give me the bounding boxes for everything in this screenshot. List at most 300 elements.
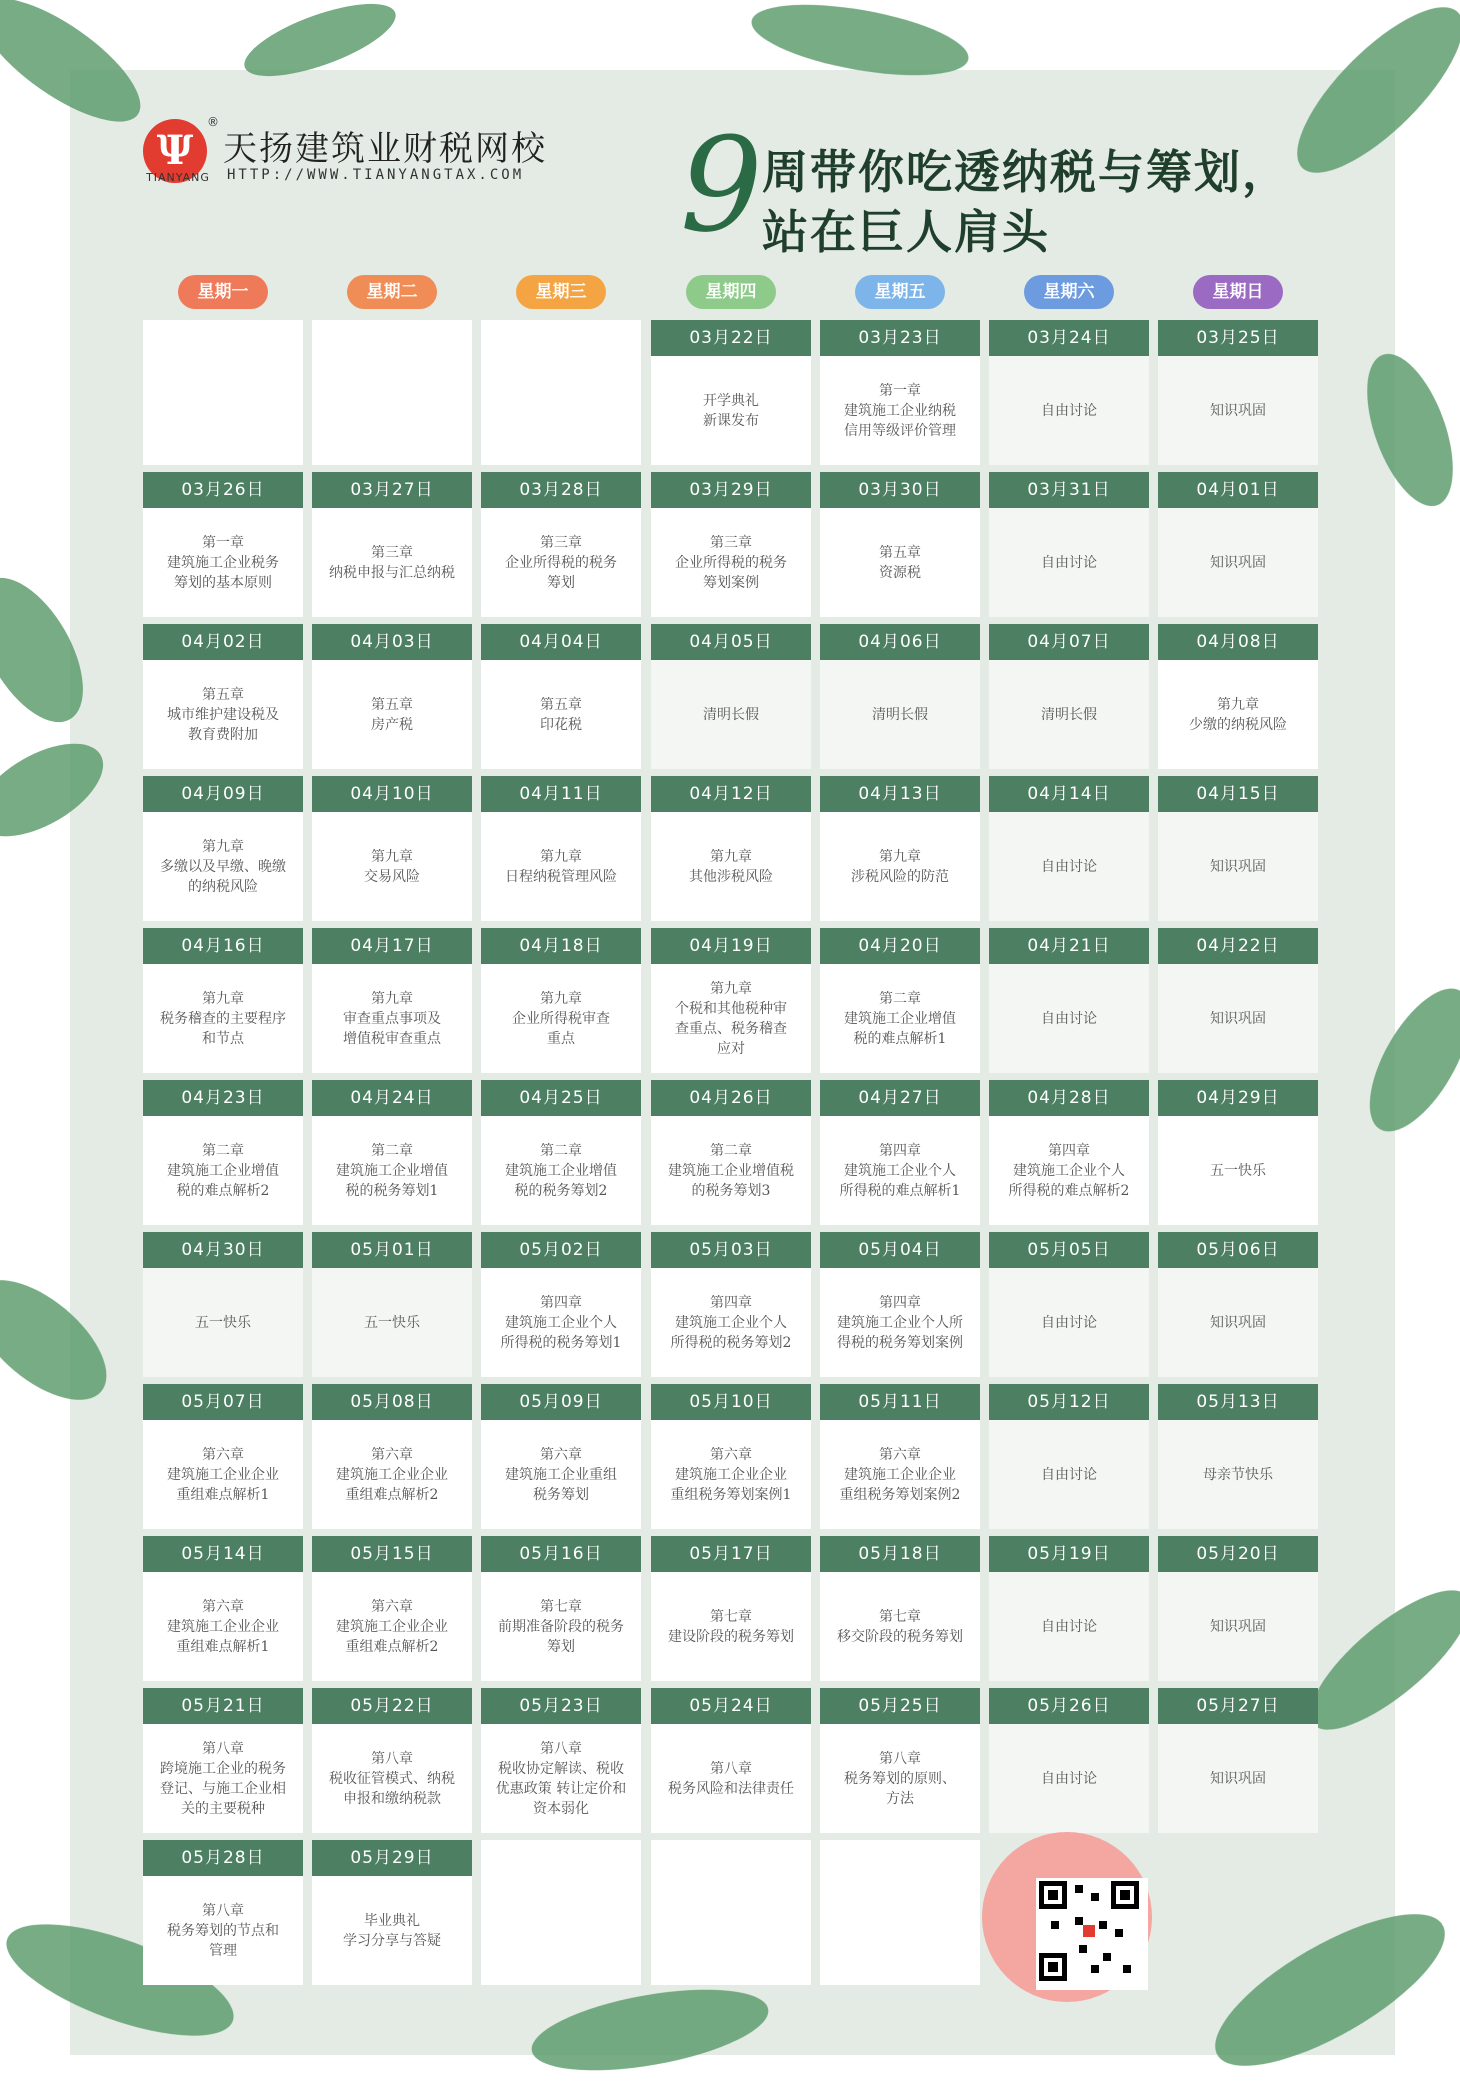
day-content-line: 筹划案例 <box>703 574 759 591</box>
day-date: 05月08日 <box>312 1384 472 1420</box>
day-date: 04月28日 <box>989 1080 1149 1116</box>
day-date: 03月25日 <box>1158 320 1318 356</box>
day-content-line: 方法 <box>886 1790 914 1807</box>
day-content-line: 建筑施工企业企业 <box>167 1466 279 1483</box>
day-content <box>312 1724 472 1833</box>
weekday-label: 星期二 <box>347 275 437 309</box>
day-date: 05月05日 <box>989 1232 1149 1268</box>
day-content <box>989 660 1149 769</box>
day-date: 05月10日 <box>651 1384 811 1420</box>
day-content-line: 建筑施工企业企业 <box>675 1466 787 1483</box>
day-date: 05月22日 <box>312 1688 472 1724</box>
day-date: 05月19日 <box>989 1536 1149 1572</box>
day-content <box>143 812 303 921</box>
day-content-line: 第一章 <box>879 382 921 399</box>
day-cell <box>481 1384 641 1529</box>
day-date: 04月25日 <box>481 1080 641 1116</box>
day-date: 04月05日 <box>651 624 811 660</box>
day-cell <box>820 320 980 465</box>
day-content-line: 第九章 <box>710 980 752 997</box>
day-content-line: 其他涉税风险 <box>689 868 773 885</box>
day-content <box>651 964 811 1073</box>
day-cell <box>1158 1232 1318 1377</box>
day-content-line: 涉税风险的防范 <box>851 868 949 885</box>
weekday-label: 星期六 <box>1024 275 1114 309</box>
day-date: 04月18日 <box>481 928 641 964</box>
day-content-line: 第九章 <box>710 848 752 865</box>
weekday-label: 星期四 <box>686 275 776 309</box>
day-cell <box>651 1688 811 1833</box>
day-date: 05月03日 <box>651 1232 811 1268</box>
day-content <box>989 356 1149 465</box>
day-cell <box>651 928 811 1073</box>
day-date: 05月11日 <box>820 1384 980 1420</box>
day-content-line: 印花税 <box>540 716 582 733</box>
day-date: 04月13日 <box>820 776 980 812</box>
day-date: 05月25日 <box>820 1688 980 1724</box>
day-content <box>989 1572 1149 1681</box>
day-content-line: 第二章 <box>710 1142 752 1159</box>
day-date: 05月18日 <box>820 1536 980 1572</box>
day-content <box>820 1420 980 1529</box>
empty-day-cell <box>143 320 303 465</box>
day-cell <box>989 1080 1149 1225</box>
day-date: 03月23日 <box>820 320 980 356</box>
day-cell <box>312 1840 472 1985</box>
day-date: 04月22日 <box>1158 928 1318 964</box>
day-content <box>312 1268 472 1377</box>
day-cell <box>651 1384 811 1529</box>
day-content-line: 移交阶段的税务筹划 <box>837 1628 963 1645</box>
day-content-line: 开学典礼 <box>703 392 759 409</box>
day-content-line: 的纳税风险 <box>188 878 258 895</box>
day-content-line: 筹划 <box>547 1638 575 1655</box>
day-content <box>481 1420 641 1529</box>
day-content-line: 税的税务筹划1 <box>345 1182 439 1199</box>
day-date: 04月21日 <box>989 928 1149 964</box>
day-content-line: 跨境施工企业的税务 <box>160 1760 286 1777</box>
day-date: 03月24日 <box>989 320 1149 356</box>
day-content-line: 优惠政策 转让定价和 <box>495 1780 627 1797</box>
day-content-line: 第八章 <box>202 1740 244 1757</box>
brand-sub: TIANYANG <box>146 171 210 184</box>
day-content-line: 学习分享与答疑 <box>343 1932 441 1949</box>
day-content-line: 建筑施工企业增值 <box>844 1010 956 1027</box>
day-date: 05月02日 <box>481 1232 641 1268</box>
day-content <box>651 1420 811 1529</box>
day-content <box>143 1724 303 1833</box>
day-content-line: 税的税务筹划2 <box>514 1182 608 1199</box>
empty-day-cell <box>481 1840 641 1985</box>
day-content-line: 税的难点解析2 <box>176 1182 270 1199</box>
day-cell <box>989 928 1149 1073</box>
day-date: 04月03日 <box>312 624 472 660</box>
weekday-label: 星期日 <box>1193 275 1283 309</box>
day-cell <box>143 1688 303 1833</box>
day-date: 04月17日 <box>312 928 472 964</box>
day-content-line: 知识巩固 <box>1210 1770 1266 1787</box>
day-content-line: 筹划的基本原则 <box>174 574 272 591</box>
day-date: 04月30日 <box>143 1232 303 1268</box>
day-content-line: 自由讨论 <box>1041 1618 1097 1635</box>
day-content-line: 税务筹划 <box>533 1486 589 1503</box>
day-content-line: 筹划 <box>547 574 575 591</box>
day-content <box>143 964 303 1073</box>
day-content-line: 第六章 <box>540 1446 582 1463</box>
day-content <box>481 1268 641 1377</box>
day-content-line: 建筑施工企业个人 <box>675 1314 787 1331</box>
day-content <box>312 1572 472 1681</box>
day-cell <box>143 776 303 921</box>
day-content-line: 第二章 <box>371 1142 413 1159</box>
day-cell <box>143 1384 303 1529</box>
day-content-line: 城市维护建设税及 <box>167 706 279 723</box>
day-content-line: 第五章 <box>202 686 244 703</box>
day-content-line: 毕业典礼 <box>364 1912 420 1929</box>
day-cell <box>820 776 980 921</box>
day-date: 04月24日 <box>312 1080 472 1116</box>
day-content-line: 第九章 <box>371 848 413 865</box>
day-content-line: 建筑施工企业增值税 <box>668 1162 794 1179</box>
day-date: 03月29日 <box>651 472 811 508</box>
day-content <box>820 1268 980 1377</box>
day-date: 04月04日 <box>481 624 641 660</box>
day-cell <box>989 624 1149 769</box>
day-cell <box>820 1384 980 1529</box>
day-content-line: 重组难点解析1 <box>176 1638 270 1655</box>
day-content-line: 审查重点事项及 <box>343 1010 441 1027</box>
day-content <box>989 812 1149 921</box>
day-cell <box>1158 472 1318 617</box>
day-date: 04月26日 <box>651 1080 811 1116</box>
day-content-line: 建筑施工企业企业 <box>336 1618 448 1635</box>
day-content-line: 第九章 <box>879 848 921 865</box>
day-content-line: 五一快乐 <box>364 1314 420 1331</box>
day-content-line: 房产税 <box>371 716 413 733</box>
day-cell <box>481 624 641 769</box>
day-content <box>651 1724 811 1833</box>
day-date: 05月07日 <box>143 1384 303 1420</box>
day-date: 04月01日 <box>1158 472 1318 508</box>
day-cell <box>989 1688 1149 1833</box>
day-cell <box>989 320 1149 465</box>
day-date: 04月08日 <box>1158 624 1318 660</box>
day-date: 05月16日 <box>481 1536 641 1572</box>
day-content-line: 少缴的纳税风险 <box>1189 716 1287 733</box>
day-cell <box>143 1232 303 1377</box>
day-content <box>651 1116 811 1225</box>
day-content <box>1158 1116 1318 1225</box>
day-content <box>989 508 1149 617</box>
day-content-line: 五一快乐 <box>195 1314 251 1331</box>
day-content <box>651 812 811 921</box>
day-cell <box>651 320 811 465</box>
day-date: 04月12日 <box>651 776 811 812</box>
day-cell <box>481 1536 641 1681</box>
day-cell <box>1158 928 1318 1073</box>
registered-mark: ® <box>207 115 219 129</box>
day-content-line: 第三章 <box>710 534 752 551</box>
day-content <box>143 1876 303 1985</box>
day-content <box>1158 812 1318 921</box>
day-cell <box>143 1536 303 1681</box>
day-content-line: 建筑施工企业税务 <box>167 554 279 571</box>
day-date: 05月28日 <box>143 1840 303 1876</box>
day-cell <box>312 624 472 769</box>
day-content <box>820 356 980 465</box>
empty-day-cell <box>651 1840 811 1985</box>
day-content-line: 税务风险和法律责任 <box>668 1780 794 1797</box>
day-content <box>1158 1572 1318 1681</box>
day-cell <box>651 1232 811 1377</box>
day-date: 05月24日 <box>651 1688 811 1724</box>
day-content-line: 第六章 <box>202 1598 244 1615</box>
day-content-line: 第三章 <box>540 534 582 551</box>
day-content-line: 建设阶段的税务筹划 <box>668 1628 794 1645</box>
empty-day-cell <box>481 320 641 465</box>
day-content-line: 第五章 <box>371 696 413 713</box>
day-content-line: 第七章 <box>540 1598 582 1615</box>
brand-url: HTTP://WWW.TIANYANGTAX.COM <box>227 167 525 183</box>
day-content-line: 自由讨论 <box>1041 1466 1097 1483</box>
day-date: 05月15日 <box>312 1536 472 1572</box>
day-content-line: 第二章 <box>540 1142 582 1159</box>
weekday-label: 星期五 <box>855 275 945 309</box>
day-content-line: 清明长假 <box>1041 706 1097 723</box>
day-date: 05月14日 <box>143 1536 303 1572</box>
day-content-line: 资本弱化 <box>533 1800 589 1817</box>
day-cell <box>312 1232 472 1377</box>
day-content <box>312 1420 472 1529</box>
day-content-line: 企业所得税的税务 <box>675 554 787 571</box>
day-content-line: 第九章 <box>1217 696 1259 713</box>
brand-mark-icon: Ψ <box>143 119 207 183</box>
day-cell <box>820 1536 980 1681</box>
day-content-line: 建筑施工企业个人 <box>1013 1162 1125 1179</box>
day-cell <box>143 1080 303 1225</box>
day-content <box>143 1268 303 1377</box>
day-content <box>143 1116 303 1225</box>
day-date: 04月23日 <box>143 1080 303 1116</box>
day-content <box>989 1420 1149 1529</box>
day-content <box>820 1572 980 1681</box>
day-content-line: 的税务筹划3 <box>691 1182 771 1199</box>
day-content <box>820 812 980 921</box>
day-content-line: 第四章 <box>1048 1142 1090 1159</box>
day-date: 05月13日 <box>1158 1384 1318 1420</box>
day-content <box>820 1116 980 1225</box>
day-cell <box>312 1536 472 1681</box>
day-content-line: 重组难点解析2 <box>345 1638 439 1655</box>
day-content-line: 所得税的税务筹划1 <box>500 1334 622 1351</box>
day-content-line: 教育费附加 <box>188 726 258 743</box>
day-cell <box>820 1232 980 1377</box>
day-content-line: 信用等级评价管理 <box>844 422 956 439</box>
day-content-line: 重组税务筹划案例2 <box>839 1486 961 1503</box>
day-content-line: 税收协定解读、税收 <box>498 1760 624 1777</box>
day-content <box>481 1116 641 1225</box>
day-cell <box>989 1232 1149 1377</box>
day-content <box>481 660 641 769</box>
day-content-line: 自由讨论 <box>1041 858 1097 875</box>
day-content-line: 第八章 <box>371 1750 413 1767</box>
day-content <box>143 508 303 617</box>
day-content-line: 知识巩固 <box>1210 1314 1266 1331</box>
day-content-line: 税收征管模式、纳税 <box>329 1770 455 1787</box>
day-content-line: 母亲节快乐 <box>1203 1466 1273 1483</box>
day-content-line: 第二章 <box>879 990 921 1007</box>
day-content-line: 管理 <box>209 1942 237 1959</box>
day-content-line: 第六章 <box>371 1446 413 1463</box>
day-content-line: 知识巩固 <box>1210 1010 1266 1027</box>
day-content-line: 建筑施工企业增值 <box>336 1162 448 1179</box>
day-content <box>143 1420 303 1529</box>
day-content <box>312 812 472 921</box>
day-content-line: 第七章 <box>879 1608 921 1625</box>
day-content <box>1158 508 1318 617</box>
day-content-line: 第二章 <box>202 1142 244 1159</box>
day-content <box>1158 660 1318 769</box>
day-content-line: 建筑施工企业个人所 <box>837 1314 963 1331</box>
day-cell <box>989 1384 1149 1529</box>
day-date: 04月07日 <box>989 624 1149 660</box>
day-date: 04月14日 <box>989 776 1149 812</box>
day-date: 04月16日 <box>143 928 303 964</box>
day-content-line: 税务稽查的主要程序 <box>160 1010 286 1027</box>
day-date: 05月12日 <box>989 1384 1149 1420</box>
day-content-line: 五一快乐 <box>1210 1162 1266 1179</box>
day-date: 03月28日 <box>481 472 641 508</box>
day-content-line: 第四章 <box>879 1142 921 1159</box>
day-content <box>1158 1420 1318 1529</box>
title-line2: 站在巨人肩头 <box>762 205 1050 259</box>
day-cell <box>1158 776 1318 921</box>
day-content <box>312 964 472 1073</box>
day-cell <box>481 1080 641 1225</box>
day-content-line: 个税和其他税种审 <box>675 1000 787 1017</box>
day-cell <box>820 472 980 617</box>
day-content-line: 申报和缴纳税款 <box>343 1790 441 1807</box>
day-content-line: 得税的税务筹划案例 <box>837 1334 963 1351</box>
day-cell <box>989 1536 1149 1681</box>
day-content-line: 建筑施工企业个人 <box>505 1314 617 1331</box>
title-number: 9 <box>680 109 763 261</box>
day-content-line: 第九章 <box>202 838 244 855</box>
day-cell <box>651 624 811 769</box>
day-content-line: 重组税务筹划案例1 <box>670 1486 792 1503</box>
day-cell <box>312 472 472 617</box>
day-content <box>481 964 641 1073</box>
day-date: 04月10日 <box>312 776 472 812</box>
day-content-line: 建筑施工企业增值 <box>505 1162 617 1179</box>
day-content-line: 第九章 <box>202 990 244 1007</box>
day-cell <box>651 472 811 617</box>
day-date: 04月20日 <box>820 928 980 964</box>
day-content-line: 企业所得税的税务 <box>505 554 617 571</box>
day-content-line: 和节点 <box>202 1030 244 1047</box>
day-cell <box>312 928 472 1073</box>
day-date: 05月26日 <box>989 1688 1149 1724</box>
day-cell <box>312 1688 472 1833</box>
day-content-line: 自由讨论 <box>1041 554 1097 571</box>
day-content <box>312 660 472 769</box>
day-cell <box>820 928 980 1073</box>
day-content <box>1158 1724 1318 1833</box>
day-content-line: 税务筹划的节点和 <box>167 1922 279 1939</box>
day-cell <box>481 1232 641 1377</box>
empty-day-cell <box>820 1840 980 1985</box>
brand-logo <box>143 115 563 190</box>
day-cell <box>651 1536 811 1681</box>
day-content-line: 第五章 <box>540 696 582 713</box>
day-cell <box>820 1080 980 1225</box>
day-cell <box>651 776 811 921</box>
day-date: 04月06日 <box>820 624 980 660</box>
day-content <box>651 660 811 769</box>
day-content <box>481 1724 641 1833</box>
day-date: 04月27日 <box>820 1080 980 1116</box>
day-content-line: 第八章 <box>540 1740 582 1757</box>
day-cell <box>651 1080 811 1225</box>
day-content <box>1158 1268 1318 1377</box>
day-content-line: 知识巩固 <box>1210 554 1266 571</box>
day-content-line: 应对 <box>717 1040 745 1057</box>
day-content-line: 第六章 <box>202 1446 244 1463</box>
day-content-line: 建筑施工企业企业 <box>167 1618 279 1635</box>
day-date: 04月11日 <box>481 776 641 812</box>
day-content <box>481 1572 641 1681</box>
day-content-line: 第九章 <box>371 990 413 1007</box>
day-content-line: 重点 <box>547 1030 575 1047</box>
day-content <box>481 508 641 617</box>
day-date: 04月19日 <box>651 928 811 964</box>
day-date: 05月17日 <box>651 1536 811 1572</box>
day-content-line: 自由讨论 <box>1041 1770 1097 1787</box>
day-date: 05月20日 <box>1158 1536 1318 1572</box>
day-content-line: 第七章 <box>710 1608 752 1625</box>
day-content-line: 清明长假 <box>872 706 928 723</box>
day-content-line: 建筑施工企业纳税 <box>844 402 956 419</box>
day-cell <box>1158 1384 1318 1529</box>
day-content-line: 知识巩固 <box>1210 402 1266 419</box>
day-content <box>312 1876 472 1985</box>
day-content-line: 第八章 <box>710 1760 752 1777</box>
day-content <box>651 1572 811 1681</box>
day-content <box>820 660 980 769</box>
day-content-line: 建筑施工企业个人 <box>844 1162 956 1179</box>
day-content-line: 建筑施工企业企业 <box>844 1466 956 1483</box>
day-date: 05月21日 <box>143 1688 303 1724</box>
weekday-label: 星期三 <box>516 275 606 309</box>
day-cell <box>143 1840 303 1985</box>
day-content-line: 第五章 <box>879 544 921 561</box>
day-date: 03月27日 <box>312 472 472 508</box>
day-cell <box>1158 1536 1318 1681</box>
day-content <box>989 964 1149 1073</box>
day-cell <box>1158 624 1318 769</box>
brand-name: 天扬建筑业财税网校 <box>223 129 547 169</box>
day-content-line: 企业所得税审查 <box>512 1010 610 1027</box>
day-content-line: 前期准备阶段的税务 <box>498 1618 624 1635</box>
day-content-line: 第一章 <box>202 534 244 551</box>
day-date: 04月02日 <box>143 624 303 660</box>
day-cell <box>312 776 472 921</box>
day-content-line: 第四章 <box>710 1294 752 1311</box>
day-content-line: 知识巩固 <box>1210 858 1266 875</box>
day-date: 05月09日 <box>481 1384 641 1420</box>
day-cell <box>989 472 1149 617</box>
day-content-line: 自由讨论 <box>1041 402 1097 419</box>
